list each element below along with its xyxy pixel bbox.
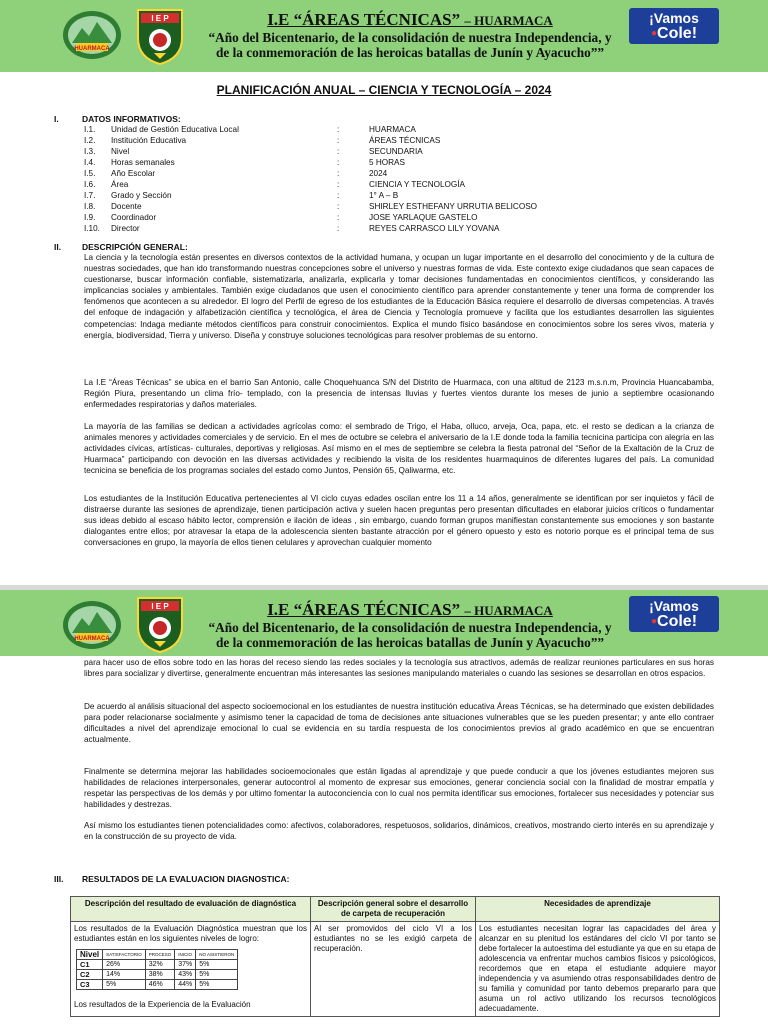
campaign-line-2: ●Cole! bbox=[650, 613, 698, 630]
paragraph: para hacer uso de ellos sobre todo en las horas del receso siendo las redes sociales y la tecnología sus atractivos, además de realizar reuniones particulares en sus horas libres para socializar y divertirse, generalmente encuentran más interesantes las sesiones manipulando materiales o cuando las sesiones se desarrollan en otros espacios. bbox=[84, 658, 714, 679]
levels-header-cell: INICIO bbox=[175, 950, 196, 960]
levels-row bbox=[77, 970, 238, 980]
info-separator: : bbox=[337, 202, 340, 211]
table-header-row bbox=[71, 897, 720, 922]
paragraph: De acuerdo al análisis situacional del aspecto socioemocional en los estudiantes de nuestra institución educativa Áreas Técnicas, se ha determinado que existen debilidades para poder relacionarse socialmente y asimismo tener la capacidad de toma de decisiones ante situaciones vulnerables que se les pueden presentar; y ante ello contraer dificultades a nivel del aprendizaje emocional lo cual se evidencia en su tardía respuesta de los conocimientos previos al grado académico en que se encuentran actualmente. bbox=[84, 702, 714, 745]
section-title: DESCRIPCIÓN GENERAL: bbox=[82, 242, 188, 252]
levels-cell: 44% bbox=[175, 980, 196, 990]
info-label: Grado y Sección bbox=[111, 191, 172, 200]
paragraph: Los estudiantes de la Institución Educativa pertenecientes al VI ciclo cuyas edades oscilan entre los 11 a 14 años, generalmente se identifican por ser inquietos y fácil de distraerse durante las sesiones de aprendizaje, tienen participación activa y suelen hacen preguntas pero presentan dificultades en elaborar juicios críticos o fundamentar sus ideas debido al escaso hábito lector, comprensión e ilación de ideas , sin embargo, cuando forman grupos manifiestan constantemente sus emociones y son bastante dialogantes entre ellos; por atravesar la etapa de la adolescencia sienten bastante atracción por el género opuesto y esto es notorio porque es el principal tema de sus conversaciones en grupo, la mayoría de ellos tienen celulares y aprovechan cualquier momento bbox=[84, 494, 714, 548]
huarmaca-logo bbox=[62, 10, 122, 60]
info-label: Área bbox=[111, 180, 129, 189]
info-separator: : bbox=[337, 169, 340, 178]
motto-line-1: “Año del Bicentenario, de la consolidación de nuestra Independencia, y bbox=[208, 620, 612, 635]
info-separator: : bbox=[337, 191, 340, 200]
paragraph: La I.E “Áreas Técnicas” se ubica en el barrio San Antonio, calle Choquehuanca S/N del Distrito de Huarmaca, con una altitud de 2123 m.s.n.m, Provincia Huancabamba, Región Piura, presentando un clima frío- templado, con la presencia de intensas lluvias y fuertes vientos durante los meses de junio a septiembre ocasionando enfermedades respiratorias y daños materiales. bbox=[84, 378, 714, 410]
document-title: PLANIFICACIÓN ANUAL – CIENCIA Y TECNOLOGÍA – 2024 bbox=[216, 83, 552, 97]
school-name: I.E “ÁREAS TÉCNICAS” – HUARMACA bbox=[267, 10, 553, 29]
paragraph: La ciencia y la tecnología están presentes en diversos contextos de la actividad humana, y ocupan un lugar importante en el desarrollo del conocimiento y de la cultura de nuestras sociedades, que han ido transformando nuestras concepciones sobre el universo y nuestras formas de vida. Este contexto exige ciudadanos que sean capaces de cuestionarse, buscar información confiable, sistematizarla, analizarla, explicarla y tomar decisiones fundamentadas en conocimientos científicos, y considerando las implicancias sociales y ambientales. También exige ciudadanos que usen el conocimiento científico para aprender constantemente y tener una forma de comprender los fenómenos que acontecen a su alrededor. El logro del Perfil de egreso de los estudiantes de la Educación Básica requiere el desarrollo de diversas competencias. A través del enfoque de indagación y alfabetización científica y tecnológica, el área de Ciencia y Tecnología promueve y facilita que los estudiantes desarrollen las siguientes competencias: Indaga mediante métodos científicos para construir conocimientos. Explica el mundo físico basándose en conocimientos sobre los seres vivos, materia y energía, biodiversidad, Tierra y universo. Diseña y construye soluciones tecnológicas para resolver problemas de su entorno. bbox=[84, 253, 714, 340]
info-row bbox=[84, 124, 724, 135]
levels-table bbox=[76, 949, 238, 990]
huarmaca-logo bbox=[62, 600, 122, 650]
vamos-cole-badge bbox=[629, 596, 719, 632]
campaign-line-2: ●Cole! bbox=[650, 25, 698, 42]
info-code: I.4. bbox=[84, 158, 96, 167]
info-row bbox=[84, 190, 724, 201]
info-row bbox=[84, 179, 724, 190]
logo2-label: I E P bbox=[151, 602, 169, 611]
info-label: Coordinador bbox=[111, 213, 157, 222]
levels-cell: 5% bbox=[196, 980, 238, 990]
diagnostic-table bbox=[70, 896, 720, 1017]
header-banner bbox=[0, 0, 768, 72]
info-label: Docente bbox=[111, 202, 142, 211]
logo2-label: I E P bbox=[151, 14, 169, 23]
table-row bbox=[71, 922, 720, 1017]
levels-cell: 38% bbox=[145, 970, 175, 980]
levels-cell: 5% bbox=[103, 980, 146, 990]
info-row bbox=[84, 201, 724, 212]
info-label: Horas semanales bbox=[111, 158, 175, 167]
campaign-line-1: ¡Vamos bbox=[649, 10, 699, 26]
paragraph: Finalmente se determina mejorar las habilidades socioemocionales que están ligadas al aprendizaje y que puede conducir a que los jóvenes estudiantes mejoren sus habilidades de relaciones interpersonales, generar autocontrol al momento de expresar sus emociones, generar conciencia social con la finalidad de mostrar empatía y respetar las perspectivas de los demás y por ultimo fomentar la autoconciencia con lo cual nos permita identificar sus emociones, fortalecer sus necesidades y potenciar sus habilidades y destrezas. bbox=[84, 767, 714, 810]
info-row bbox=[84, 146, 724, 157]
section-3-heading bbox=[54, 874, 454, 885]
info-row bbox=[84, 168, 724, 179]
section-number: III. bbox=[54, 874, 64, 884]
cell-text: Los resultados de la Experiencia de la Evaluación bbox=[74, 1000, 251, 1009]
levels-row bbox=[77, 980, 238, 990]
info-value: ÁREAS TÉCNICAS bbox=[369, 136, 441, 145]
levels-cell: C2 bbox=[77, 970, 103, 980]
dot-icon: ● bbox=[650, 615, 658, 627]
iep-shield-logo bbox=[135, 594, 185, 654]
levels-header-cell: PROCESO bbox=[145, 950, 175, 960]
info-separator: : bbox=[337, 213, 340, 222]
info-value: SHIRLEY ESTHEFANY URRUTIA BELICOSO bbox=[369, 202, 538, 211]
info-value: REYES CARRASCO LILY YOVANA bbox=[369, 224, 500, 233]
logo1-label: HUARMACA bbox=[74, 636, 110, 642]
info-code: I.8. bbox=[84, 202, 96, 211]
info-value: 5 HORAS bbox=[369, 158, 405, 167]
paragraph: La mayoría de las familias se dedican a actividades agrícolas como: el sembrado de Trigo, el Haba, olluco, arveja, Oca, papa, etc. el resto se dedican a la crianza de animales menores y actividades comerciales y de servicio. En el mes de octubre se celebra el aniversario de la I.E donde toda la familia tecnicina participa con alegría en las actividades cívicas, artísticas- culturales, deportivas y religiosas. Así mismo en el mes de septiembre se celebra la fiesta patronal del “Señor de la Exaltación de la Cruz de Huarmaca” participando con devoción en las diversas actividades y recibiendo la visita de los residentes huarmaquinos de diferentes lugares del país. La comunidad tecnicina se beneficia de los programas sociales del estado como Juntos, Pensión 65, Qaliwarma, etc. bbox=[84, 422, 714, 476]
levels-cell: 5% bbox=[196, 970, 238, 980]
info-code: I.7. bbox=[84, 191, 96, 200]
section-number: I. bbox=[54, 114, 59, 124]
info-code: I.10. bbox=[84, 224, 100, 233]
banner-title bbox=[200, 10, 620, 60]
info-value: 1° A – B bbox=[369, 191, 399, 200]
info-code: I.1. bbox=[84, 125, 96, 134]
info-label: Nivel bbox=[111, 147, 130, 156]
cell-text: Los resultados de la Evaluación Diagnóstica muestran que los estudiantes están en los siguientes niveles de logro: bbox=[74, 924, 307, 943]
info-separator: : bbox=[337, 158, 340, 167]
levels-header-cell: SATISFACTORIO bbox=[103, 950, 146, 960]
info-label: Director bbox=[111, 224, 140, 233]
table-cell: Al ser promovidos del ciclo VI a los estudiantes no se les exigió carpeta de recuperación. bbox=[311, 922, 476, 1017]
info-label: Institución Educativa bbox=[111, 136, 187, 145]
info-separator: : bbox=[337, 147, 340, 156]
info-code: I.6. bbox=[84, 180, 96, 189]
section-title: DATOS INFORMATIVOS: bbox=[82, 114, 181, 124]
banner-title bbox=[200, 600, 620, 650]
info-code: I.5. bbox=[84, 169, 96, 178]
info-code: I.2. bbox=[84, 136, 96, 145]
levels-header-cell: Nivel bbox=[77, 950, 103, 960]
table-header-cell: Descripción general sobre el desarrollo de carpeta de recuperación bbox=[311, 897, 476, 922]
info-label: Unidad de Gestión Educativa Local bbox=[111, 125, 239, 134]
levels-cell: 26% bbox=[103, 960, 146, 970]
info-row bbox=[84, 135, 724, 146]
section-number: II. bbox=[54, 242, 62, 252]
info-value: 2024 bbox=[369, 169, 388, 178]
motto-line-1: “Año del Bicentenario, de la consolidación de nuestra Independencia, y bbox=[208, 30, 612, 45]
levels-header-cell: NO ASISTIERON bbox=[196, 950, 238, 960]
info-separator: : bbox=[337, 180, 340, 189]
levels-row bbox=[77, 960, 238, 970]
table-header-cell: Descripción del resultado de evaluación de diagnóstica bbox=[71, 897, 311, 922]
levels-cell: 46% bbox=[145, 980, 175, 990]
campaign-line-1: ¡Vamos bbox=[649, 598, 699, 614]
table-cell: Los estudiantes necesitan lograr las capacidades del área y alcanzar en su plenitud los estándares del ciclo VI por tanto se debe fortalecer la autoestima del estudiante ya que en su etapa de adolescencia va enfrentar muchos cambios físicos y psicológicos, recordemos que en etapa el estudiante adquiere mayor independencia y va asumiendo otras responsabilidades dentro de su familia y comunidad por tanto debemos prepararlo para que asuma un rol activo utilizando los recursos tecnológicos adecuadamente. bbox=[476, 922, 720, 1017]
vamos-cole-badge bbox=[629, 8, 719, 44]
info-code: I.9. bbox=[84, 213, 96, 222]
motto-line-2: de la conmemoración de las heroicas batallas de Junín y Ayacucho”” bbox=[215, 45, 605, 60]
header-banner bbox=[0, 590, 768, 656]
section-title: RESULTADOS DE LA EVALUACION DIAGNOSTICA: bbox=[82, 874, 290, 884]
info-row bbox=[84, 157, 724, 168]
info-value: JOSE YARLAQUE GASTELO bbox=[369, 213, 478, 222]
levels-cell: C1 bbox=[77, 960, 103, 970]
info-value: SECUNDARIA bbox=[369, 147, 423, 156]
levels-cell: 43% bbox=[175, 970, 196, 980]
info-value: HUARMACA bbox=[369, 125, 416, 134]
levels-header-row bbox=[77, 950, 238, 960]
school-name: I.E “ÁREAS TÉCNICAS” – HUARMACA bbox=[267, 600, 553, 619]
info-separator: : bbox=[337, 125, 340, 134]
levels-cell: 5% bbox=[196, 960, 238, 970]
levels-cell: 14% bbox=[103, 970, 146, 980]
info-separator: : bbox=[337, 136, 340, 145]
levels-cell: C3 bbox=[77, 980, 103, 990]
info-label: Año Escolar bbox=[111, 169, 156, 178]
document-page-2 bbox=[0, 590, 768, 1024]
logo1-label: HUARMACA bbox=[74, 46, 110, 52]
info-code: I.3. bbox=[84, 147, 96, 156]
table-cell bbox=[71, 922, 311, 1017]
table-header-cell: Necesidades de aprendizaje bbox=[476, 897, 720, 922]
paragraph: Así mismo los estudiantes tienen potencialidades como: afectivos, colaboradores, respetuosos, solidarios, dinámicos, creativos, mostrando cierto interés en su aprendizaje y en la construcción de su proyecto de vida. bbox=[84, 821, 714, 842]
info-separator: : bbox=[337, 224, 340, 233]
info-row bbox=[84, 212, 724, 223]
dot-icon: ● bbox=[650, 27, 658, 39]
info-value: CIENCIA Y TECNOLOGÍA bbox=[369, 180, 466, 189]
iep-shield-logo bbox=[135, 6, 185, 66]
info-list bbox=[84, 124, 724, 234]
levels-cell: 32% bbox=[145, 960, 175, 970]
info-row bbox=[84, 223, 724, 234]
motto-line-2: de la conmemoración de las heroicas batallas de Junín y Ayacucho”” bbox=[215, 635, 605, 650]
levels-cell: 37% bbox=[175, 960, 196, 970]
